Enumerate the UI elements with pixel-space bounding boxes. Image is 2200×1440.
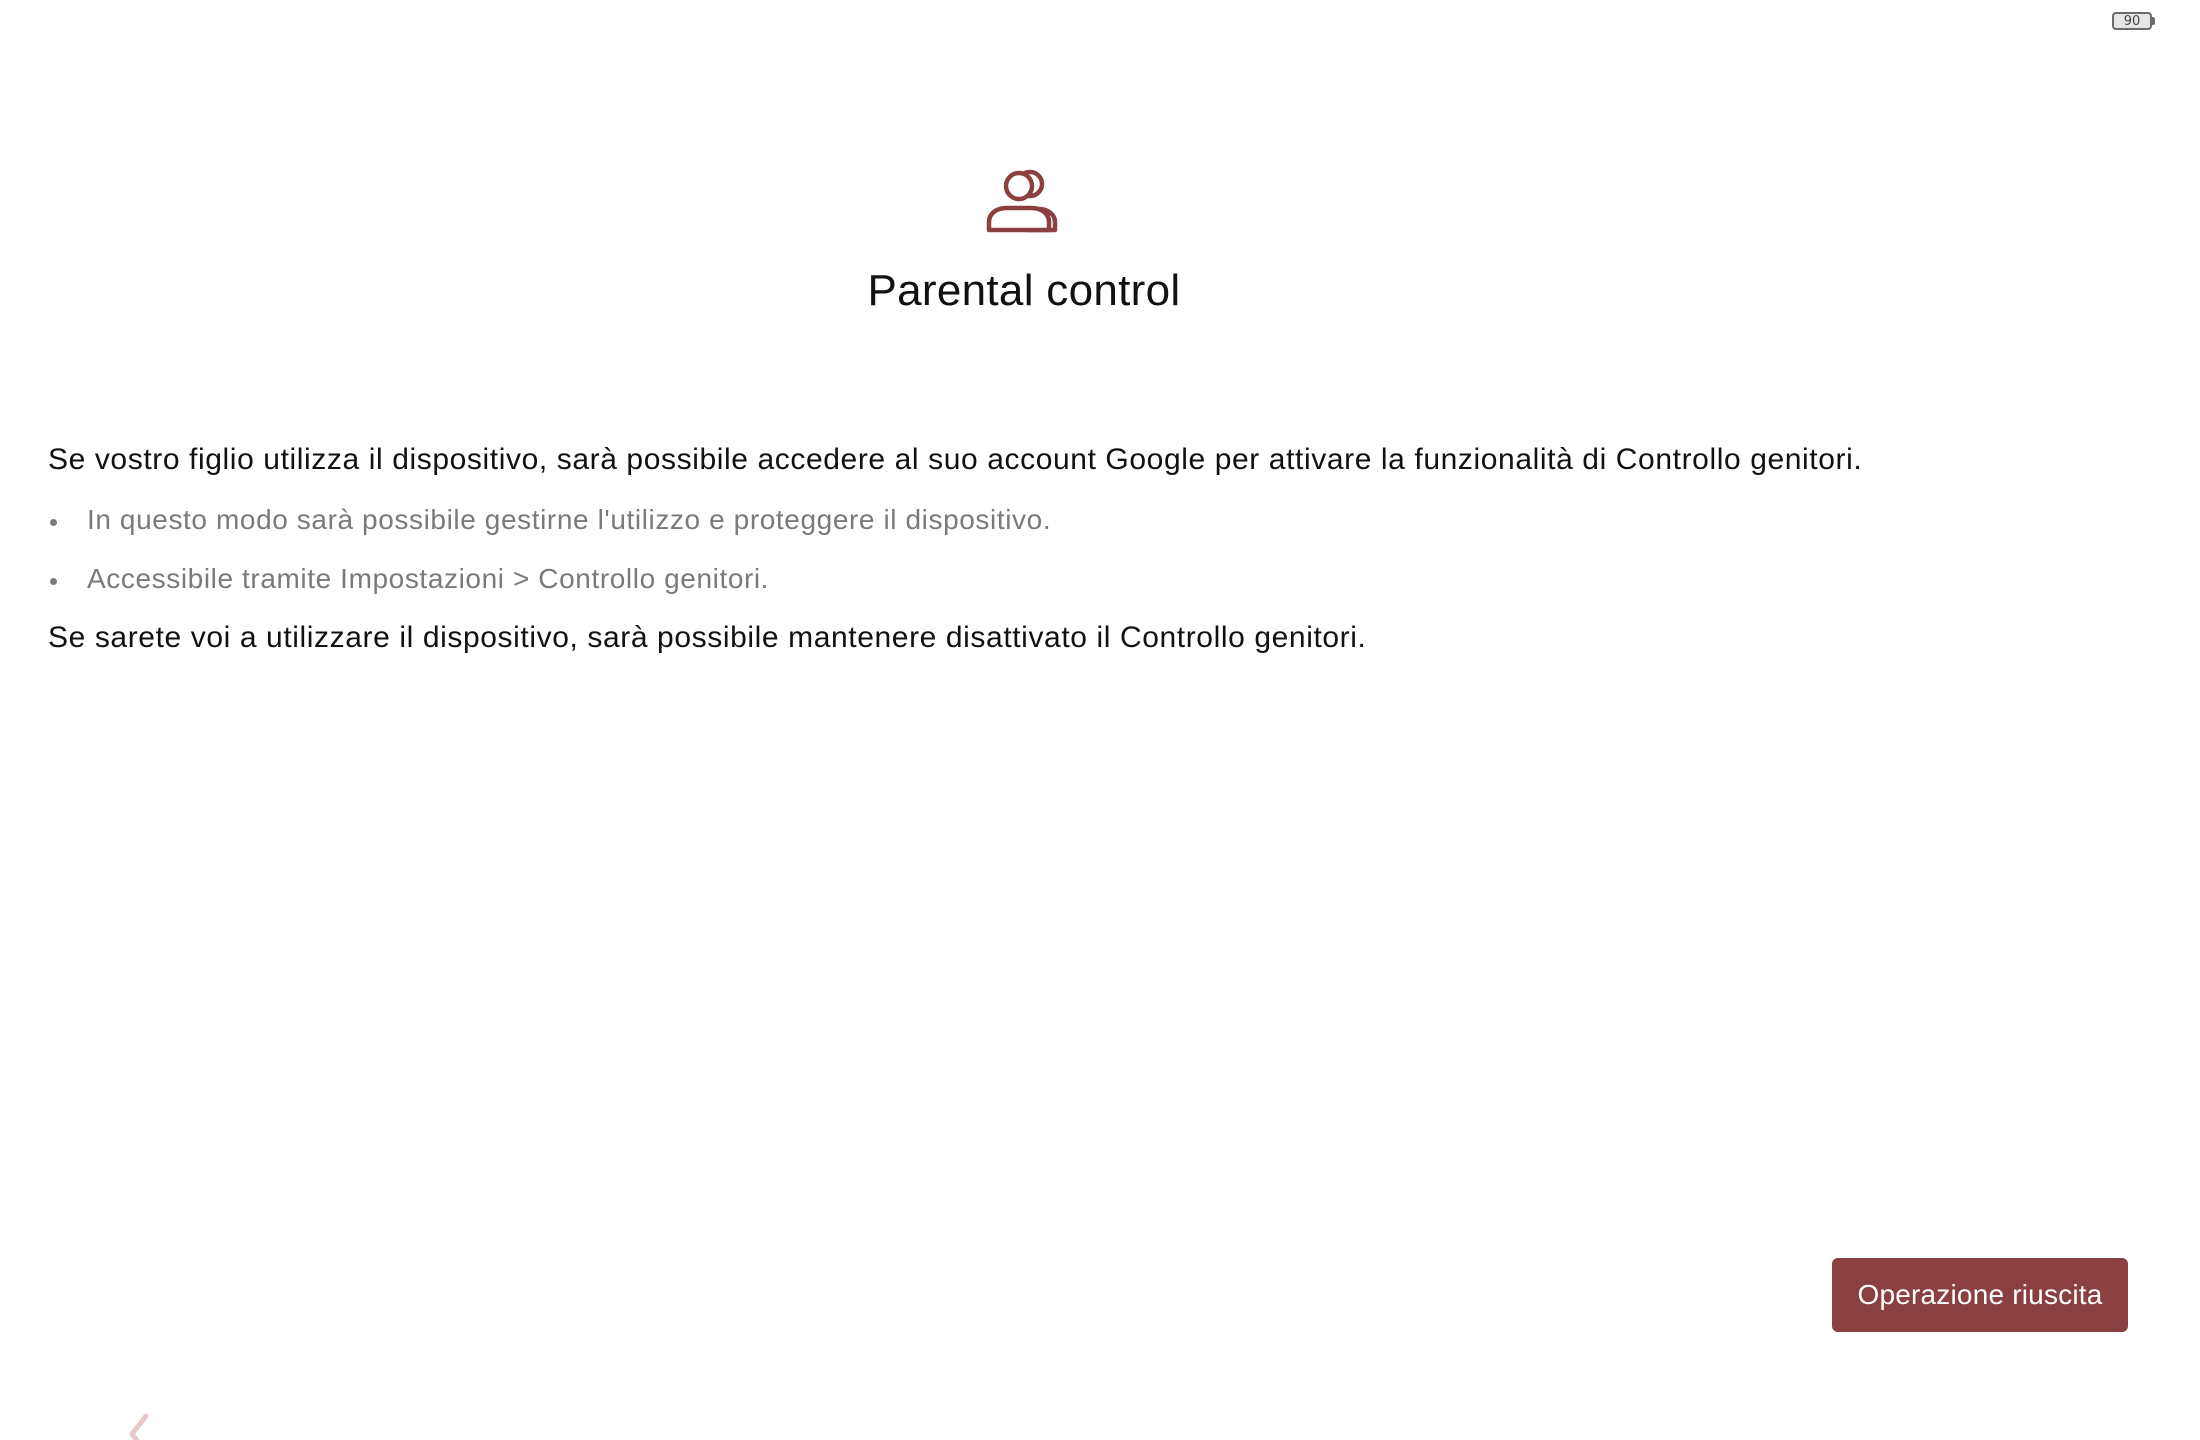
bullet-dot (50, 519, 57, 526)
battery-body (2112, 12, 2152, 30)
battery-indicator (2112, 12, 2155, 30)
list-item (48, 498, 2128, 542)
page-title: Parental control (867, 266, 1181, 315)
description-content (48, 438, 2128, 660)
intro-paragraph: Se vostro figlio utilizza il dispositivo, sarà possibile accedere al suo account Google per attivare la funzionalità di Controllo genitori. (48, 443, 1863, 476)
bullet-dot (50, 578, 57, 585)
list-item (48, 557, 2128, 601)
bullet-list (48, 498, 2128, 601)
battery-tip (2152, 17, 2155, 25)
primary-action-button[interactable]: Operazione riuscita (1832, 1258, 2128, 1332)
bullet-text: In questo modo sarà possibile gestirne l'utilizzo e proteggere il dispositivo. (87, 504, 1052, 535)
bullet-text: Accessibile tramite Impostazioni > Controllo genitori. (87, 563, 770, 594)
back-button[interactable] (120, 1412, 160, 1440)
outro-paragraph: Se sarete voi a utilizzare il dispositivo, sarà possibile mantenere disattivato il Controllo genitori. (48, 621, 1367, 654)
parental-control-people-icon (985, 168, 1059, 234)
chevron-left-icon (120, 1412, 160, 1440)
battery-level: 90 (2123, 13, 2141, 29)
